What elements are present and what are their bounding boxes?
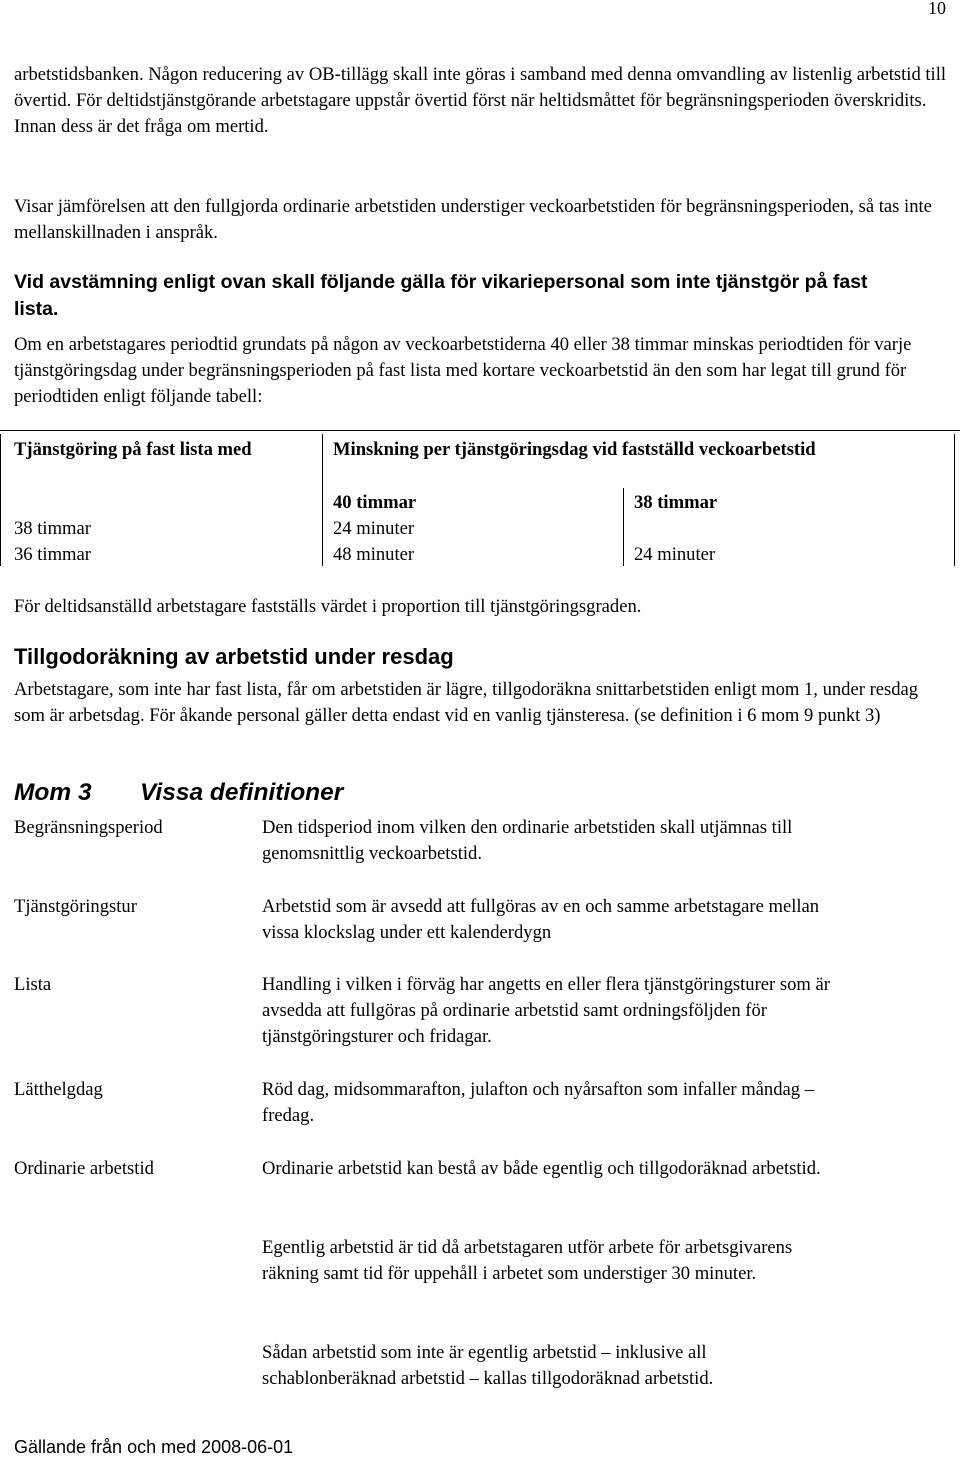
bold-heading: Vid avstämning enligt ovan skall följande gälla för vikariepersonal som inte tjänstgör på fast lista. — [14, 271, 868, 320]
mom-title: Vissa definitioner — [140, 779, 344, 806]
definition-text: Arbetstid som är avsedd att fullgöras av en och samme arbetstagare mellan vissa klockslag under ett kalenderdygn — [262, 896, 820, 944]
definition-term: Lätthelgdag — [14, 1079, 103, 1100]
table-header-col2: Minskning per tjänstgöringsdag vid fastställd veckoarbetstid — [333, 439, 816, 460]
definition-term: Lista — [14, 974, 52, 995]
table-header-col1: Tjänstgöring på fast lista med — [14, 439, 252, 460]
table-row-value-38: 24 minuter — [634, 544, 716, 565]
definition-text: Handling i vilken i förväg har angetts en eller flera tjänstgöringsturer som är avsedda att fullgöras på ordinarie arbetstid samt ordningsföljden för tjänstgöringsturer och fridagar. — [262, 974, 830, 1048]
section-paragraph: Arbetstagare, som inte har fast lista, får om arbetstiden är lägre, tillgodoräkna snittarbetstiden enligt mom 1, under resdag som är arbetsdag. För åkande personal gäller detta endast vid en vanlig tjänsteresa. (se definition i 6 mom 9 punkt 3) — [14, 679, 919, 727]
table-row-value-40: 48 minuter — [333, 544, 415, 565]
table-row-label: 38 timmar — [14, 518, 91, 539]
table-top-rule — [0, 430, 960, 431]
definition-paragraph: Egentlig arbetstid är tid då arbetstagaren utför arbete för arbetsgivarens räkning samt tid för uppehåll i arbetet som understiger 30 minuter. — [262, 1237, 793, 1285]
definition-paragraph: Sådan arbetstid som inte är egentlig arbetstid – inklusive all schablonberäknad arbetstid – kallas tillgodoräknad arbetstid. — [262, 1342, 714, 1390]
table-row-label: 36 timmar — [14, 544, 91, 565]
mom-number: Mom 3 — [14, 779, 92, 806]
table-divider-right — [954, 434, 955, 566]
reduction-table — [0, 430, 960, 570]
definition-text: Den tidsperiod inom vilken den ordinarie arbetstiden skall utjämnas till genomsnittlig veckoarbetstid. — [262, 817, 793, 865]
table-divider-col2 — [322, 434, 323, 566]
definition-text: Ordinarie arbetstid kan bestå av både egentlig och tillgodoräknad arbetstid. — [262, 1158, 821, 1179]
table-subheader-40: 40 timmar — [333, 492, 417, 513]
definition-term: Tjänstgöringstur — [14, 896, 137, 917]
definition-term: Ordinarie arbetstid — [14, 1158, 154, 1179]
intro-paragraph-1: arbetstidsbanken. Någon reducering av OB-tillägg skall inte göras i samband med denna omvandling av listenlig arbetstid till övertid. För deltidstjänstgörande arbetstagare uppstår övertid först när heltidsmåttet för begränsningsperioden överskridits. Innan dess är det fråga om mertid. — [14, 64, 947, 138]
page-footer: Gällande från och med 2008-06-01 — [14, 1437, 294, 1457]
after-table-note: För deltidsanställd arbetstagare fastställs värdet i proportion till tjänstgöringsgraden. — [14, 596, 642, 617]
page-number: 10 — [928, 0, 946, 18]
definition-term: Begränsningsperiod — [14, 817, 163, 838]
table-row-value-40: 24 minuter — [333, 518, 415, 539]
table-divider-col3 — [623, 488, 624, 566]
mom-heading — [14, 778, 344, 808]
section-heading: Tillgodoräkning av arbetstid under resdag — [14, 644, 454, 669]
intro-paragraph-2: Visar jämförelsen att den fullgjorda ordinarie arbetstiden understiger veckoarbetstiden för begränsningsperioden, så tas inte mellanskillnaden i anspråk. — [14, 196, 932, 244]
definition-text: Röd dag, midsommarafton, julafton och nyårsafton som infaller måndag – fredag. — [262, 1079, 815, 1127]
table-divider-left — [0, 434, 1, 566]
intro-paragraph-3: Om en arbetstagares periodtid grundats på någon av veckoarbetstiderna 40 eller 38 timmar minskas periodtiden för varje tjänstgöringsdag under begränsningsperioden på fast lista med kortare veckoarbetstid än den som har legat till grund för periodtiden enligt följande tabell: — [14, 334, 912, 408]
table-subheader-38: 38 timmar — [634, 492, 718, 513]
